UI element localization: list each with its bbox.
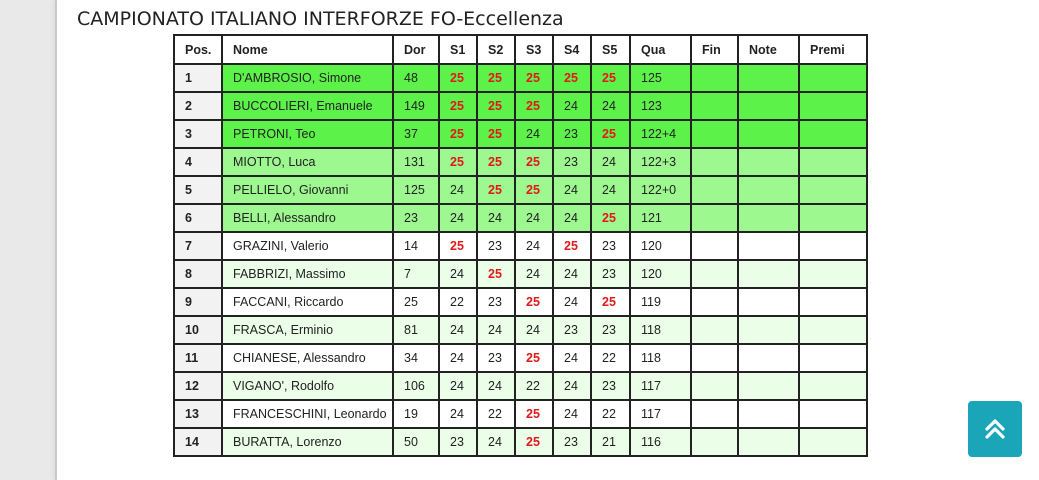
- cell-pos: 12: [174, 372, 222, 400]
- cell-s2: 24: [477, 316, 515, 344]
- cell-nome: BURATTA, Lorenzo: [222, 428, 393, 456]
- cell-note: [738, 232, 799, 260]
- cell-premi: [799, 428, 867, 456]
- cell-fin: [691, 400, 738, 428]
- column-header-premi: Premi: [799, 35, 867, 64]
- cell-fin: [691, 428, 738, 456]
- cell-qua: 123: [630, 92, 691, 120]
- cell-premi: [799, 232, 867, 260]
- table-row: [174, 428, 867, 456]
- cell-fin: [691, 344, 738, 372]
- cell-qua: 117: [630, 400, 691, 428]
- cell-nome: PETRONI, Teo: [222, 120, 393, 148]
- cell-s1: 25: [439, 120, 477, 148]
- cell-note: [738, 64, 799, 92]
- cell-pos: 11: [174, 344, 222, 372]
- column-header-s2: S2: [477, 35, 515, 64]
- cell-s3: 25: [515, 64, 553, 92]
- cell-qua: 119: [630, 288, 691, 316]
- cell-fin: [691, 232, 738, 260]
- cell-premi: [799, 316, 867, 344]
- cell-premi: [799, 176, 867, 204]
- cell-s4: 24: [553, 400, 591, 428]
- cell-note: [738, 204, 799, 232]
- cell-dor: 37: [393, 120, 439, 148]
- cell-s1: 25: [439, 92, 477, 120]
- cell-qua: 125: [630, 64, 691, 92]
- double-chevron-up-icon: [984, 417, 1006, 441]
- cell-s2: 24: [477, 428, 515, 456]
- cell-fin: [691, 92, 738, 120]
- cell-s1: 24: [439, 316, 477, 344]
- cell-qua: 118: [630, 344, 691, 372]
- cell-s4: 24: [553, 176, 591, 204]
- table-row: [174, 344, 867, 372]
- cell-qua: 121: [630, 204, 691, 232]
- cell-s4: 24: [553, 204, 591, 232]
- cell-s5: 24: [591, 92, 630, 120]
- cell-s1: 24: [439, 400, 477, 428]
- cell-s4: 23: [553, 148, 591, 176]
- cell-premi: [799, 64, 867, 92]
- cell-s3: 25: [515, 428, 553, 456]
- cell-s5: 25: [591, 288, 630, 316]
- cell-pos: 2: [174, 92, 222, 120]
- cell-premi: [799, 92, 867, 120]
- column-header-nome: Nome: [222, 35, 393, 64]
- cell-qua: 118: [630, 316, 691, 344]
- cell-nome: GRAZINI, Valerio: [222, 232, 393, 260]
- column-header-fin: Fin: [691, 35, 738, 64]
- cell-nome: BUCCOLIERI, Emanuele: [222, 92, 393, 120]
- cell-premi: [799, 120, 867, 148]
- cell-pos: 4: [174, 148, 222, 176]
- table-row: [174, 288, 867, 316]
- cell-s5: 25: [591, 120, 630, 148]
- page-title: CAMPIONATO ITALIANO INTERFORZE FO-Eccellenza: [77, 8, 564, 30]
- cell-dor: 14: [393, 232, 439, 260]
- cell-note: [738, 316, 799, 344]
- cell-dor: 149: [393, 92, 439, 120]
- table-row: [174, 372, 867, 400]
- cell-s2: 24: [477, 204, 515, 232]
- cell-s3: 25: [515, 288, 553, 316]
- cell-s5: 23: [591, 232, 630, 260]
- cell-dor: 34: [393, 344, 439, 372]
- column-header-pos: Pos.: [174, 35, 222, 64]
- table-body: [174, 64, 867, 456]
- cell-s2: 25: [477, 260, 515, 288]
- cell-s3: 25: [515, 176, 553, 204]
- cell-fin: [691, 204, 738, 232]
- column-header-s5: S5: [591, 35, 630, 64]
- cell-qua: 120: [630, 232, 691, 260]
- cell-s2: 25: [477, 148, 515, 176]
- cell-s1: 23: [439, 428, 477, 456]
- cell-dor: 19: [393, 400, 439, 428]
- cell-s5: 23: [591, 260, 630, 288]
- cell-fin: [691, 120, 738, 148]
- cell-s5: 22: [591, 400, 630, 428]
- cell-dor: 131: [393, 148, 439, 176]
- results-table: [173, 34, 868, 457]
- cell-nome: FACCANI, Riccardo: [222, 288, 393, 316]
- cell-note: [738, 260, 799, 288]
- cell-s3: 25: [515, 148, 553, 176]
- cell-s1: 22: [439, 288, 477, 316]
- cell-s5: 23: [591, 372, 630, 400]
- cell-dor: 25: [393, 288, 439, 316]
- cell-premi: [799, 148, 867, 176]
- cell-pos: 1: [174, 64, 222, 92]
- cell-s4: 25: [553, 64, 591, 92]
- column-header-s3: S3: [515, 35, 553, 64]
- cell-qua: 122+0: [630, 176, 691, 204]
- cell-s2: 25: [477, 176, 515, 204]
- cell-s3: 24: [515, 316, 553, 344]
- cell-s2: 25: [477, 120, 515, 148]
- cell-dor: 125: [393, 176, 439, 204]
- cell-dor: 7: [393, 260, 439, 288]
- cell-s4: 24: [553, 344, 591, 372]
- cell-note: [738, 148, 799, 176]
- cell-s3: 24: [515, 120, 553, 148]
- cell-note: [738, 344, 799, 372]
- cell-s3: 24: [515, 260, 553, 288]
- cell-s4: 23: [553, 428, 591, 456]
- cell-dor: 50: [393, 428, 439, 456]
- cell-s2: 23: [477, 232, 515, 260]
- cell-s5: 21: [591, 428, 630, 456]
- cell-note: [738, 288, 799, 316]
- cell-s4: 24: [553, 260, 591, 288]
- cell-s1: 24: [439, 204, 477, 232]
- cell-s4: 23: [553, 316, 591, 344]
- cell-nome: FRASCA, Erminio: [222, 316, 393, 344]
- table-row: [174, 316, 867, 344]
- cell-premi: [799, 260, 867, 288]
- cell-fin: [691, 176, 738, 204]
- cell-pos: 13: [174, 400, 222, 428]
- cell-s3: 24: [515, 232, 553, 260]
- cell-fin: [691, 288, 738, 316]
- table-row: [174, 400, 867, 428]
- cell-nome: FABBRIZI, Massimo: [222, 260, 393, 288]
- cell-s4: 24: [553, 288, 591, 316]
- cell-nome: VIGANO', Rodolfo: [222, 372, 393, 400]
- cell-nome: MIOTTO, Luca: [222, 148, 393, 176]
- cell-s5: 25: [591, 64, 630, 92]
- cell-dor: 106: [393, 372, 439, 400]
- cell-note: [738, 372, 799, 400]
- cell-premi: [799, 400, 867, 428]
- cell-s4: 25: [553, 232, 591, 260]
- cell-s3: 25: [515, 344, 553, 372]
- cell-premi: [799, 204, 867, 232]
- cell-fin: [691, 148, 738, 176]
- cell-pos: 7: [174, 232, 222, 260]
- cell-s5: 25: [591, 204, 630, 232]
- table-row: [174, 120, 867, 148]
- cell-s2: 25: [477, 64, 515, 92]
- scroll-to-top-button[interactable]: [968, 401, 1022, 457]
- cell-s4: 23: [553, 120, 591, 148]
- table-row: [174, 232, 867, 260]
- cell-premi: [799, 372, 867, 400]
- cell-s1: 24: [439, 260, 477, 288]
- column-header-s1: S1: [439, 35, 477, 64]
- cell-note: [738, 428, 799, 456]
- cell-pos: 6: [174, 204, 222, 232]
- cell-pos: 14: [174, 428, 222, 456]
- table-header-row: [174, 35, 867, 64]
- cell-dor: 81: [393, 316, 439, 344]
- table-row: [174, 260, 867, 288]
- cell-note: [738, 176, 799, 204]
- cell-pos: 9: [174, 288, 222, 316]
- table-row: [174, 176, 867, 204]
- cell-qua: 122+3: [630, 148, 691, 176]
- cell-premi: [799, 344, 867, 372]
- table-row: [174, 204, 867, 232]
- cell-fin: [691, 372, 738, 400]
- cell-pos: 5: [174, 176, 222, 204]
- table-row: [174, 64, 867, 92]
- cell-s2: 23: [477, 344, 515, 372]
- cell-qua: 120: [630, 260, 691, 288]
- cell-s5: 24: [591, 176, 630, 204]
- cell-s5: 22: [591, 344, 630, 372]
- cell-s2: 24: [477, 372, 515, 400]
- column-header-note: Note: [738, 35, 799, 64]
- cell-pos: 3: [174, 120, 222, 148]
- cell-s3: 25: [515, 400, 553, 428]
- cell-nome: PELLIELO, Giovanni: [222, 176, 393, 204]
- cell-pos: 10: [174, 316, 222, 344]
- column-header-qua: Qua: [630, 35, 691, 64]
- cell-qua: 116: [630, 428, 691, 456]
- cell-qua: 117: [630, 372, 691, 400]
- cell-s1: 25: [439, 232, 477, 260]
- cell-note: [738, 400, 799, 428]
- cell-nome: FRANCESCHINI, Leonardo: [222, 400, 393, 428]
- cell-s2: 25: [477, 92, 515, 120]
- cell-note: [738, 92, 799, 120]
- table-row: [174, 92, 867, 120]
- column-header-dor: Dor: [393, 35, 439, 64]
- cell-s3: 25: [515, 92, 553, 120]
- cell-s1: 24: [439, 176, 477, 204]
- cell-dor: 23: [393, 204, 439, 232]
- cell-s4: 24: [553, 92, 591, 120]
- cell-nome: CHIANESE, Alessandro: [222, 344, 393, 372]
- page-content: [55, 0, 1039, 480]
- cell-s5: 23: [591, 316, 630, 344]
- cell-qua: 122+4: [630, 120, 691, 148]
- cell-s3: 22: [515, 372, 553, 400]
- cell-s2: 23: [477, 288, 515, 316]
- cell-s5: 24: [591, 148, 630, 176]
- cell-s1: 24: [439, 372, 477, 400]
- cell-s1: 25: [439, 64, 477, 92]
- cell-fin: [691, 316, 738, 344]
- cell-s1: 24: [439, 344, 477, 372]
- cell-s2: 22: [477, 400, 515, 428]
- table-row: [174, 148, 867, 176]
- cell-s4: 24: [553, 372, 591, 400]
- cell-s1: 25: [439, 148, 477, 176]
- cell-note: [738, 120, 799, 148]
- column-header-s4: S4: [553, 35, 591, 64]
- cell-pos: 8: [174, 260, 222, 288]
- cell-fin: [691, 64, 738, 92]
- cell-nome: D'AMBROSIO, Simone: [222, 64, 393, 92]
- cell-fin: [691, 260, 738, 288]
- cell-dor: 48: [393, 64, 439, 92]
- cell-premi: [799, 288, 867, 316]
- cell-nome: BELLI, Alessandro: [222, 204, 393, 232]
- cell-s3: 24: [515, 204, 553, 232]
